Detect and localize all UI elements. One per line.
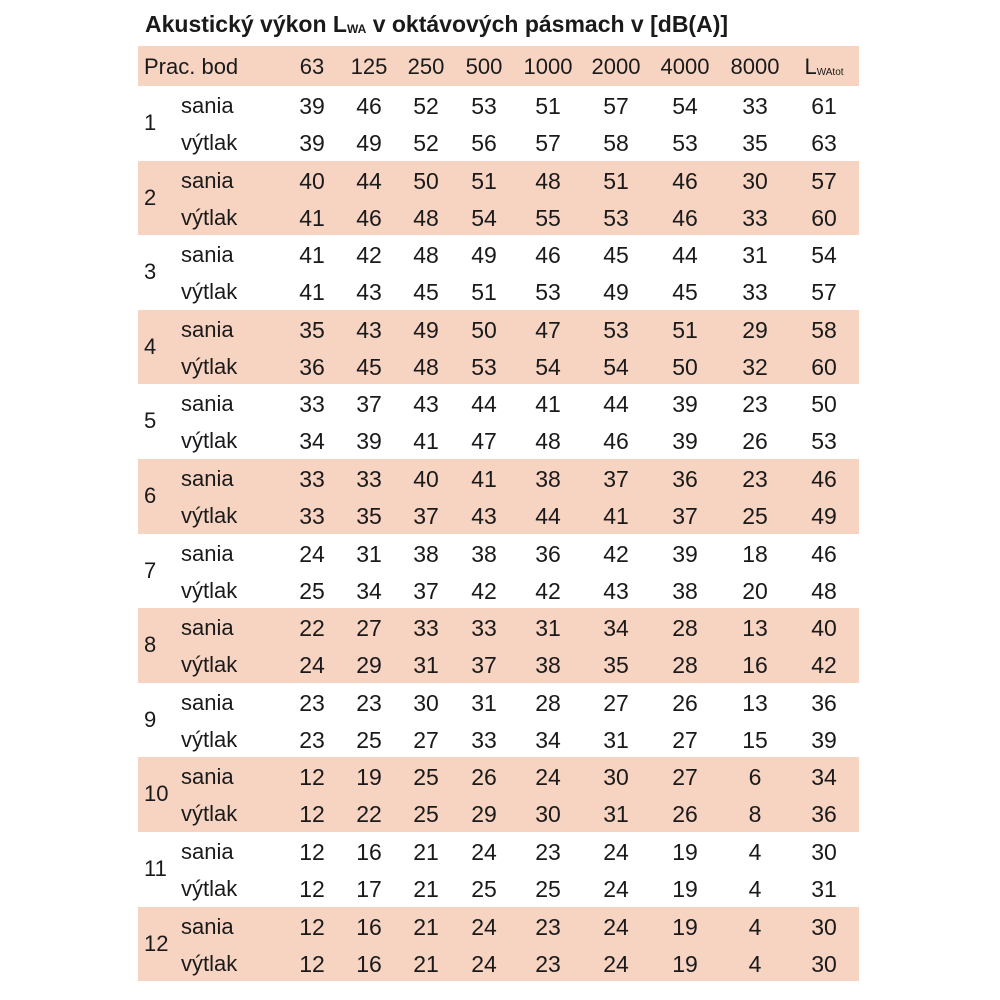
value-cell: 53 (811, 428, 837, 455)
row-label-vytlak: výtlak (181, 652, 238, 678)
value-cell: 33 (299, 502, 325, 529)
value-cell: 34 (811, 764, 837, 791)
value-cell: 44 (672, 242, 698, 269)
value-cell: 56 (471, 130, 497, 156)
value-cell: 27 (672, 726, 698, 753)
value-cell: 37 (471, 652, 497, 679)
value-cell: 24 (471, 913, 497, 940)
value-cell: 33 (471, 726, 497, 753)
value-cell: 54 (471, 204, 497, 231)
value-cell: 19 (672, 913, 698, 940)
value-cell: 44 (356, 167, 382, 194)
value-cell: 40 (299, 167, 325, 194)
value-cell: 37 (603, 465, 629, 492)
value-cell: 37 (413, 577, 439, 604)
value-cell: 21 (413, 838, 439, 865)
value-cell: 34 (603, 615, 629, 642)
value-cell: 35 (603, 652, 629, 679)
point-number: 1 (144, 110, 157, 135)
value-cell: 49 (811, 502, 837, 529)
value-cell: 53 (603, 316, 629, 343)
value-cell: 29 (356, 652, 382, 679)
value-cell: 24 (603, 875, 629, 902)
value-cell: 22 (299, 615, 325, 642)
value-cell: 21 (413, 913, 439, 940)
point-number: 12 (144, 930, 169, 956)
value-cell: 54 (811, 242, 837, 269)
value-cell: 23 (356, 689, 382, 716)
row-label-vytlak: výtlak (181, 279, 238, 305)
value-cell: 24 (299, 652, 325, 679)
value-cell: 52 (413, 93, 439, 119)
value-cell: 12 (299, 875, 325, 902)
value-cell: 18 (742, 540, 768, 567)
value-cell: 33 (299, 391, 325, 418)
value-cell: 20 (742, 577, 768, 604)
value-cell: 45 (413, 279, 439, 306)
row-label-vytlak: výtlak (181, 950, 238, 976)
value-cell: 19 (672, 838, 698, 865)
point-number: 3 (144, 259, 157, 285)
header-band-4000: 4000 (660, 54, 710, 79)
point-number: 7 (144, 557, 157, 583)
value-cell: 25 (356, 726, 382, 753)
value-cell: 49 (603, 279, 629, 306)
value-cell: 31 (471, 689, 497, 716)
row-label-vytlak: výtlak (181, 502, 238, 528)
value-cell: 57 (535, 130, 561, 156)
value-cell: 25 (413, 764, 439, 791)
value-cell: 51 (535, 93, 561, 119)
value-cell: 48 (413, 204, 439, 231)
value-cell: 41 (299, 279, 325, 306)
value-cell: 48 (413, 353, 439, 380)
value-cell: 26 (471, 764, 497, 791)
value-cell: 44 (603, 391, 629, 418)
value-cell: 33 (742, 93, 768, 119)
value-cell: 16 (742, 652, 768, 679)
header-total-main: L (804, 54, 817, 79)
row-label-vytlak: výtlak (181, 801, 238, 827)
value-cell: 24 (299, 540, 325, 567)
value-cell: 43 (471, 502, 497, 529)
value-cell: 43 (603, 577, 629, 604)
value-cell: 36 (811, 801, 837, 828)
value-cell: 42 (356, 242, 382, 269)
value-cell: 41 (413, 428, 439, 455)
value-cell: 16 (356, 838, 382, 865)
value-cell: 50 (672, 353, 698, 380)
row-label-sania: sania (181, 316, 234, 342)
value-cell: 27 (413, 726, 439, 753)
value-cell: 32 (742, 353, 768, 380)
value-cell: 55 (535, 204, 561, 231)
value-cell: 46 (603, 428, 629, 455)
header-band-125: 125 (350, 54, 388, 79)
value-cell: 31 (535, 615, 561, 642)
value-cell: 24 (603, 838, 629, 865)
value-cell: 46 (672, 167, 698, 194)
header-band-2000: 2000 (591, 54, 641, 79)
value-cell: 39 (299, 130, 325, 156)
value-cell: 41 (299, 204, 325, 231)
value-cell: 36 (299, 353, 325, 380)
value-cell: 60 (811, 204, 837, 231)
acoustic-power-table (138, 46, 859, 981)
value-cell: 58 (603, 130, 629, 156)
table-header (138, 46, 859, 86)
value-cell: 26 (742, 428, 768, 455)
row-label-sania: sania (181, 242, 234, 268)
point-group-5 (138, 384, 859, 459)
value-cell: 39 (356, 428, 382, 455)
value-cell: 12 (299, 801, 325, 828)
value-cell: 33 (299, 465, 325, 492)
value-cell: 36 (535, 540, 561, 567)
value-cell: 53 (471, 93, 497, 119)
value-cell: 23 (535, 913, 561, 940)
value-cell: 57 (811, 279, 837, 306)
title-tail: v oktávových pásmach v [dB(A)] (366, 11, 729, 37)
value-cell: 27 (356, 615, 382, 642)
value-cell: 48 (535, 428, 561, 455)
value-cell: 24 (471, 838, 497, 865)
value-cell: 42 (535, 577, 561, 604)
value-cell: 35 (356, 502, 382, 529)
value-cell: 57 (811, 167, 837, 194)
value-cell: 30 (811, 838, 837, 865)
value-cell: 27 (672, 764, 698, 791)
value-cell: 29 (742, 316, 768, 343)
row-label-vytlak: výtlak (181, 353, 238, 379)
value-cell: 38 (672, 577, 698, 604)
value-cell: 30 (535, 801, 561, 828)
value-cell: 4 (748, 838, 762, 865)
title-main: Akustický výkon L (145, 11, 347, 37)
value-cell: 8 (748, 801, 762, 828)
value-cell: 47 (535, 316, 561, 343)
value-cell: 33 (413, 615, 439, 642)
table-title (145, 11, 728, 38)
value-cell: 47 (471, 428, 497, 455)
value-cell: 46 (535, 242, 561, 269)
value-cell: 12 (299, 838, 325, 865)
point-group-8 (138, 608, 859, 683)
value-cell: 28 (672, 615, 698, 642)
value-cell: 41 (603, 502, 629, 529)
value-cell: 13 (742, 689, 768, 716)
value-cell: 25 (471, 875, 497, 902)
value-cell: 30 (742, 167, 768, 194)
value-cell: 13 (742, 615, 768, 642)
value-cell: 34 (535, 726, 561, 753)
value-cell: 31 (742, 242, 768, 269)
value-cell: 31 (413, 652, 439, 679)
value-cell: 33 (742, 204, 768, 231)
value-cell: 44 (535, 502, 561, 529)
row-label-sania: sania (181, 615, 234, 641)
value-cell: 44 (471, 391, 497, 418)
value-cell: 61 (811, 93, 837, 119)
value-cell: 53 (471, 353, 497, 380)
value-cell: 24 (603, 913, 629, 940)
value-cell: 49 (413, 316, 439, 343)
row-label-vytlak: výtlak (181, 428, 238, 454)
value-cell: 45 (356, 353, 382, 380)
value-cell: 30 (811, 913, 837, 940)
value-cell: 31 (603, 726, 629, 753)
value-cell: 27 (603, 689, 629, 716)
value-cell: 58 (811, 316, 837, 343)
value-cell: 31 (603, 801, 629, 828)
header-band-63: 63 (299, 54, 325, 79)
row-label-sania: sania (181, 93, 234, 118)
value-cell: 24 (471, 950, 497, 977)
value-cell: 23 (742, 391, 768, 418)
value-cell: 25 (413, 801, 439, 828)
point-number: 4 (144, 333, 157, 359)
value-cell: 25 (299, 577, 325, 604)
row-label-sania: sania (181, 391, 234, 417)
row-label-vytlak: výtlak (181, 204, 238, 230)
value-cell: 30 (413, 689, 439, 716)
header-total-sub: WAtot (816, 67, 844, 78)
value-cell: 30 (811, 950, 837, 977)
value-cell: 31 (356, 540, 382, 567)
point-group-12 (138, 907, 859, 982)
value-cell: 42 (811, 652, 837, 679)
value-cell: 33 (356, 465, 382, 492)
point-group-7 (138, 534, 859, 609)
value-cell: 54 (535, 353, 561, 380)
point-number: 5 (144, 408, 157, 434)
value-cell: 16 (356, 950, 382, 977)
value-cell: 53 (603, 204, 629, 231)
point-group-11 (138, 832, 859, 907)
value-cell: 41 (471, 465, 497, 492)
value-cell: 24 (535, 764, 561, 791)
row-label-sania: sania (181, 465, 234, 491)
header-band-8000: 8000 (730, 54, 780, 79)
point-number: 10 (144, 781, 169, 807)
value-cell: 25 (535, 875, 561, 902)
value-cell: 19 (356, 764, 382, 791)
value-cell: 24 (603, 950, 629, 977)
value-cell: 15 (742, 726, 768, 753)
header-band-250: 250 (407, 54, 445, 79)
value-cell: 49 (471, 242, 497, 269)
value-cell: 51 (471, 279, 497, 306)
value-cell: 33 (742, 279, 768, 306)
value-cell: 48 (535, 167, 561, 194)
value-cell: 46 (356, 93, 382, 119)
value-cell: 46 (811, 540, 837, 567)
value-cell: 43 (413, 391, 439, 418)
value-cell: 21 (413, 875, 439, 902)
value-cell: 28 (535, 689, 561, 716)
point-number: 11 (144, 855, 167, 881)
value-cell: 12 (299, 950, 325, 977)
value-cell: 41 (535, 391, 561, 418)
point-group-1 (138, 86, 859, 161)
value-cell: 16 (356, 913, 382, 940)
value-cell: 46 (672, 204, 698, 231)
point-group-2 (138, 161, 859, 236)
value-cell: 6 (748, 764, 762, 791)
point-group-6 (138, 459, 859, 534)
title-subscript: WA (346, 22, 367, 36)
value-cell: 52 (413, 130, 439, 156)
value-cell: 39 (811, 726, 837, 753)
value-cell: 26 (672, 801, 698, 828)
value-cell: 51 (603, 167, 629, 194)
value-cell: 40 (811, 615, 837, 642)
value-cell: 48 (811, 577, 837, 604)
point-group-9 (138, 683, 859, 758)
value-cell: 48 (413, 242, 439, 269)
value-cell: 37 (672, 502, 698, 529)
value-cell: 54 (603, 353, 629, 380)
value-cell: 23 (299, 726, 325, 753)
value-cell: 39 (672, 540, 698, 567)
value-cell: 35 (299, 316, 325, 343)
row-label-sania: sania (181, 838, 234, 864)
value-cell: 38 (471, 540, 497, 567)
row-label-sania: sania (181, 540, 234, 566)
value-cell: 46 (356, 204, 382, 231)
point-number: 2 (144, 184, 157, 210)
value-cell: 53 (672, 130, 698, 156)
value-cell: 37 (356, 391, 382, 418)
value-cell: 30 (603, 764, 629, 791)
value-cell: 42 (471, 577, 497, 604)
value-cell: 23 (742, 465, 768, 492)
value-cell: 54 (672, 93, 698, 119)
point-number: 9 (144, 706, 157, 732)
row-label-sania: sania (181, 913, 234, 939)
value-cell: 25 (742, 502, 768, 529)
value-cell: 21 (413, 950, 439, 977)
row-label-sania: sania (181, 167, 234, 193)
value-cell: 34 (299, 428, 325, 455)
value-cell: 4 (748, 950, 762, 977)
value-cell: 39 (672, 428, 698, 455)
value-cell: 19 (672, 875, 698, 902)
value-cell: 41 (299, 242, 325, 269)
point-group-3 (138, 235, 859, 310)
value-cell: 29 (471, 801, 497, 828)
value-cell: 50 (811, 391, 837, 418)
value-cell: 51 (672, 316, 698, 343)
row-label-sania: sania (181, 689, 234, 715)
header-point-label: Prac. bod (144, 54, 239, 79)
value-cell: 40 (413, 465, 439, 492)
value-cell: 50 (413, 167, 439, 194)
value-cell: 39 (299, 93, 325, 119)
value-cell: 22 (356, 801, 382, 828)
value-cell: 45 (603, 242, 629, 269)
point-number: 6 (144, 482, 157, 508)
value-cell: 53 (535, 279, 561, 306)
value-cell: 23 (535, 950, 561, 977)
row-label-vytlak: výtlak (181, 875, 238, 901)
row-label-vytlak: výtlak (181, 577, 238, 603)
value-cell: 36 (811, 689, 837, 716)
value-cell: 45 (672, 279, 698, 306)
value-cell: 60 (811, 353, 837, 380)
value-cell: 4 (748, 875, 762, 902)
value-cell: 63 (811, 130, 837, 156)
value-cell: 43 (356, 316, 382, 343)
header-band-1000: 1000 (523, 54, 573, 79)
value-cell: 43 (356, 279, 382, 306)
value-cell: 38 (535, 652, 561, 679)
value-cell: 23 (535, 838, 561, 865)
value-cell: 26 (672, 689, 698, 716)
value-cell: 33 (471, 615, 497, 642)
value-cell: 12 (299, 913, 325, 940)
point-group-10 (138, 757, 859, 832)
value-cell: 37 (413, 502, 439, 529)
value-cell: 17 (356, 875, 382, 902)
value-cell: 4 (748, 913, 762, 940)
value-cell: 31 (811, 875, 837, 902)
value-cell: 57 (603, 93, 629, 119)
row-label-vytlak: výtlak (181, 726, 238, 752)
value-cell: 38 (413, 540, 439, 567)
value-cell: 42 (603, 540, 629, 567)
value-cell: 50 (471, 316, 497, 343)
point-number: 8 (144, 632, 157, 658)
point-group-4 (138, 310, 859, 385)
value-cell: 39 (672, 391, 698, 418)
value-cell: 46 (811, 465, 837, 492)
value-cell: 38 (535, 465, 561, 492)
row-label-vytlak: výtlak (181, 130, 238, 155)
value-cell: 35 (742, 130, 768, 156)
value-cell: 51 (471, 167, 497, 194)
row-label-sania: sania (181, 764, 234, 790)
value-cell: 19 (672, 950, 698, 977)
value-cell: 23 (299, 689, 325, 716)
value-cell: 12 (299, 764, 325, 791)
header-band-500: 500 (465, 54, 503, 79)
header-total (804, 56, 843, 78)
value-cell: 49 (356, 130, 382, 156)
value-cell: 34 (356, 577, 382, 604)
value-cell: 28 (672, 652, 698, 679)
value-cell: 36 (672, 465, 698, 492)
